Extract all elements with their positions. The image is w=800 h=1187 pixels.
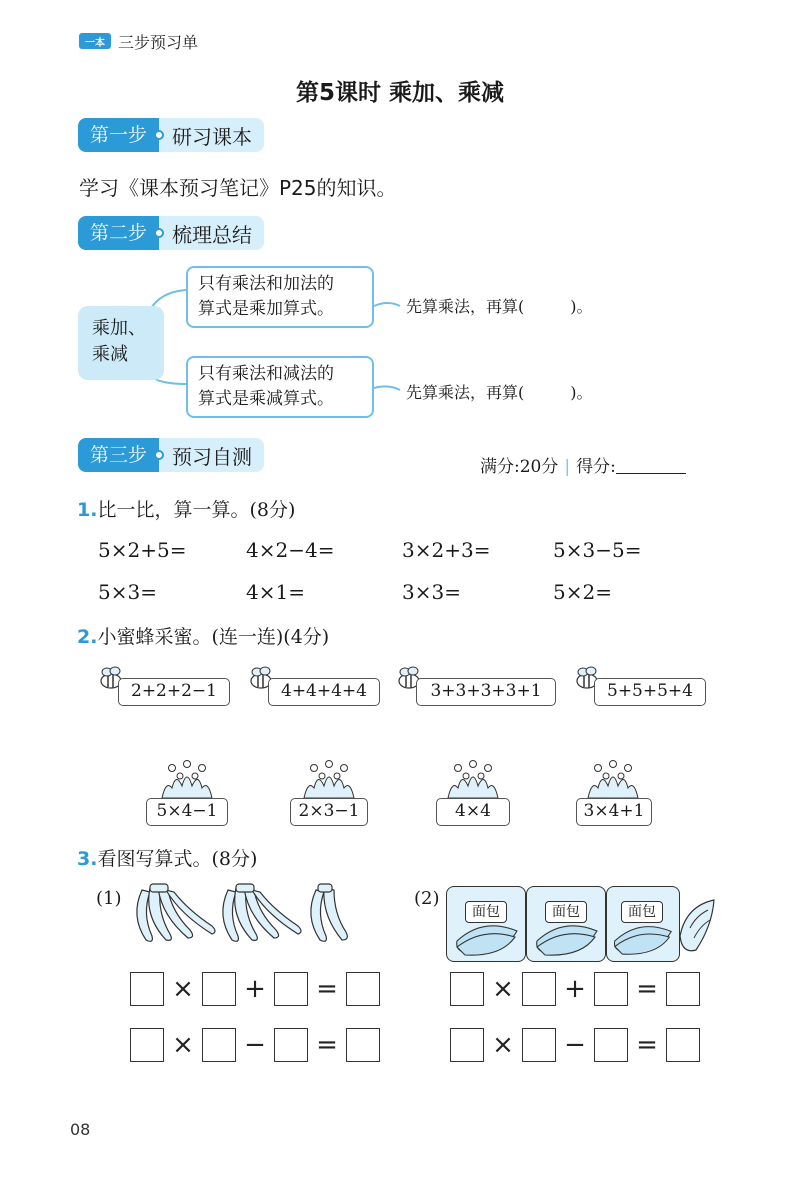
banana-bunches-image <box>128 882 354 948</box>
flower-card[interactable]: 5×4−1 <box>146 798 228 826</box>
answer-box[interactable] <box>666 1028 700 1062</box>
node1-line1: 只有乘法和加法的 <box>198 274 334 294</box>
loose-bread-icon <box>676 896 718 956</box>
node1-line2: 算式是乘加算式。 <box>198 299 334 319</box>
step-dot-icon <box>154 228 164 238</box>
tip-prefix: 先算乘法，再算( <box>406 297 525 316</box>
question-3-number: 3. <box>77 848 98 870</box>
step-dot-icon <box>154 130 164 140</box>
flower-bush-icon <box>158 758 216 798</box>
answer-box[interactable] <box>666 972 700 1006</box>
mindmap-root-line2: 乘减 <box>92 344 128 365</box>
answer-box[interactable] <box>202 972 236 1006</box>
answer-box[interactable] <box>202 1028 236 1062</box>
tip-prefix: 先算乘法，再算( <box>406 383 525 402</box>
flower-bush-icon <box>444 758 502 798</box>
bread-icon <box>453 921 521 957</box>
step-two-number: 第二步 <box>78 216 159 250</box>
step-dot-icon <box>154 450 164 460</box>
equals-sign: = <box>636 1030 658 1060</box>
bee-card[interactable]: 4+4+4+4 <box>268 678 380 706</box>
question-2-number: 2. <box>77 626 98 648</box>
equals-sign: = <box>316 1030 338 1060</box>
flower-card[interactable]: 2×3−1 <box>290 798 368 826</box>
bread-icon <box>611 921 675 957</box>
question-1-points: (8分) <box>249 499 296 521</box>
times-sign: × <box>492 974 514 1004</box>
mindmap-node-multiply-add <box>186 266 374 328</box>
bee-card[interactable]: 5+5+5+4 <box>594 678 706 706</box>
minus-sign: − <box>564 1030 586 1060</box>
answer-box[interactable] <box>130 1028 164 1062</box>
mindmap-root-line1: 乘加、 <box>92 318 146 339</box>
flower-card[interactable]: 3×4+1 <box>576 798 652 826</box>
expression[interactable]: 5×2+5= <box>98 538 187 562</box>
question-3-title <box>77 844 257 871</box>
expression[interactable]: 4×1= <box>246 580 305 604</box>
expression[interactable]: 5×2= <box>553 580 612 604</box>
bee-card[interactable]: 2+2+2−1 <box>118 678 230 706</box>
question-2-text: 小蜜蜂采蜜。 <box>97 626 212 648</box>
question-2-points: (连一连)(4分) <box>211 626 330 648</box>
page-number: 08 <box>70 1120 91 1139</box>
score-separator: | <box>564 457 571 477</box>
step-three-pill <box>78 438 264 472</box>
question-3-points: (8分) <box>211 848 258 870</box>
expression[interactable]: 5×3−5= <box>553 538 642 562</box>
score-bar <box>480 452 686 477</box>
question-1-text: 比一比，算一算。 <box>97 499 250 521</box>
tip-suffix: )。 <box>570 297 593 316</box>
series-title: 三步预习单 <box>118 33 199 52</box>
expression[interactable]: 3×2+3= <box>402 538 491 562</box>
part-1-label: (1) <box>96 888 122 909</box>
plus-sign: + <box>564 974 586 1004</box>
answer-box[interactable] <box>346 972 380 1006</box>
step-one-name: 研习课本 <box>172 124 253 149</box>
equation-row-subtract <box>450 1028 700 1062</box>
bread-label: 面包 <box>545 901 587 923</box>
mindmap-node-multiply-subtract <box>186 356 374 418</box>
full-score: 满分:20分 <box>480 457 559 477</box>
question-1-title <box>77 495 295 522</box>
times-sign: × <box>172 974 194 1004</box>
lesson-title: 第5课时 乘加、乘减 <box>295 80 504 106</box>
answer-box[interactable] <box>274 972 308 1006</box>
equation-row-subtract <box>130 1028 380 1062</box>
expression[interactable]: 4×2−4= <box>246 538 335 562</box>
tip-suffix: )。 <box>570 383 593 402</box>
flower-bush-icon <box>300 758 358 798</box>
got-score-blank[interactable] <box>616 458 686 474</box>
equation-row-add <box>450 972 700 1006</box>
node2-line1: 只有乘法和减法的 <box>198 364 334 384</box>
answer-box[interactable] <box>130 972 164 1006</box>
answer-box[interactable] <box>450 1028 484 1062</box>
flower-card[interactable]: 4×4 <box>436 798 510 826</box>
times-sign: × <box>172 1030 194 1060</box>
tip-multiply-add <box>406 294 593 317</box>
bee-card[interactable]: 3+3+3+3+1 <box>416 678 556 706</box>
part-2-label: (2) <box>414 888 440 909</box>
question-2-title <box>77 622 329 649</box>
answer-box[interactable] <box>274 1028 308 1062</box>
answer-box[interactable] <box>450 972 484 1006</box>
mindmap-connectors <box>0 0 800 460</box>
bread-icon <box>533 921 601 957</box>
equation-row-add <box>130 972 380 1006</box>
expression[interactable]: 3×3= <box>402 580 461 604</box>
expression[interactable]: 5×3= <box>98 580 157 604</box>
flower-bush-icon <box>584 758 642 798</box>
step-two-name: 梳理总结 <box>172 222 253 247</box>
tip-multiply-subtract <box>406 380 593 403</box>
step-three-number: 第三步 <box>78 438 159 472</box>
answer-box[interactable] <box>594 1028 628 1062</box>
bread-bag <box>446 886 526 962</box>
question-1-number: 1. <box>77 499 98 521</box>
bread-bag <box>606 886 680 962</box>
answer-box[interactable] <box>346 1028 380 1062</box>
bread-bag <box>526 886 606 962</box>
minus-sign: − <box>244 1030 266 1060</box>
answer-box[interactable] <box>522 1028 556 1062</box>
bread-label: 面包 <box>465 901 507 923</box>
study-instruction: 学习《课本预习笔记》P25的知识。 <box>79 176 397 200</box>
step-one-number: 第一步 <box>78 118 159 152</box>
mindmap-root <box>78 306 164 380</box>
node2-line2: 算式是乘减算式。 <box>198 389 334 409</box>
equals-sign: = <box>316 974 338 1004</box>
equals-sign: = <box>636 974 658 1004</box>
got-score-label: 得分: <box>576 457 616 477</box>
bread-label: 面包 <box>621 901 663 923</box>
step-three-name: 预习自测 <box>172 444 253 469</box>
times-sign: × <box>492 1030 514 1060</box>
brand-logo: 一本 <box>79 33 111 49</box>
answer-box[interactable] <box>594 972 628 1006</box>
plus-sign: + <box>244 974 266 1004</box>
answer-box[interactable] <box>522 972 556 1006</box>
question-3-text: 看图写算式。 <box>97 848 212 870</box>
